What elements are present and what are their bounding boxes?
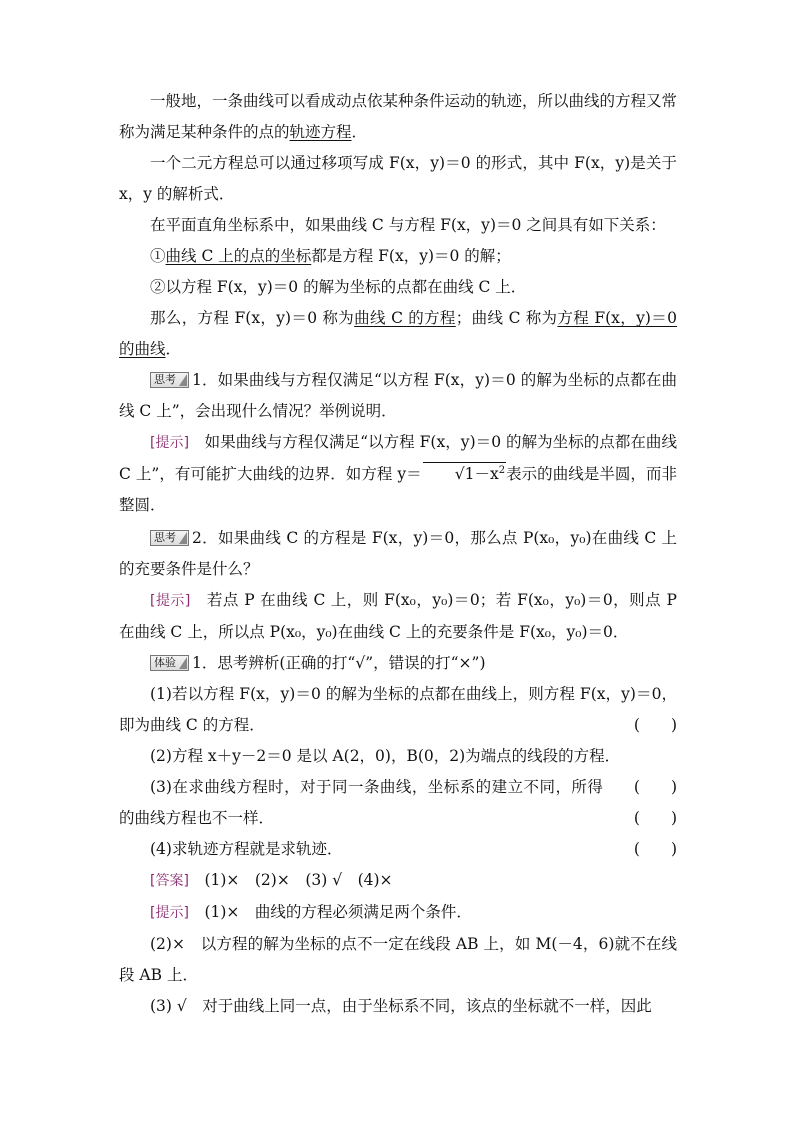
explanation-3: (3) √ 对于曲线上同一点，由于坐标系不同，该点的坐标就不一样，因此 — [150, 997, 652, 1015]
judgement-item-3: (3)在求曲线方程时，对于同一条曲线，坐标系的建立不同，所得的曲线方程也不一样． ( ) — [119, 772, 677, 834]
answer-blank[interactable]: ( ) — [633, 778, 677, 796]
paragraph-definition: 一般地，一条曲线可以看成动点依某种条件运动的轨迹，所以曲线的方程又常称为满足某种条件的点的轨迹方程． — [119, 92, 678, 141]
sqrt-expression: $√1-x^2$ — [423, 462, 506, 482]
think-tag: 思考 — [150, 372, 189, 388]
think-question-1: 思考 1．如果曲线与方程仅满足“以方程 F(x，y)＝0 的解为坐标的点都在曲线 C 上”，会出现什么情况？举例说明． — [119, 371, 677, 420]
answer-blank[interactable]: ( ) — [633, 840, 677, 858]
answer-blank[interactable]: ( ) — [633, 716, 677, 734]
think-hint-2: [提示] 若点 P 在曲线 C 上，则 F(x₀，y₀)＝0；若 F(x₀，y₀)＝0，则点 P 在曲线 C 上，所以点 P(x₀，y₀)在曲线 C 上的充要条件是 F(x₀，y₀)＝0． — [119, 591, 677, 641]
paragraph-relation: 在平面直角坐标系中，如果曲线 C 与方程 F(x，y)＝0 之间具有如下关系： — [150, 216, 666, 234]
experience-tag: 体验 — [150, 655, 189, 671]
answer-line: [答案] (1)× (2)× (3) √ (4)× — [150, 871, 393, 889]
think-tag: 思考 — [150, 530, 189, 546]
condition-1: ①曲线 C 上的点的坐标都是方程 F(x，y)＝0 的解； — [150, 247, 511, 265]
experience-title: 体验 1．思考辨析(正确的打“√”，错误的打“×”) — [119, 648, 677, 679]
think-question-2: 思考 2．如果曲线 C 的方程是 F(x，y)＝0，那么点 P(x₀，y₀)在曲线 C 上的充要条件是什么？ — [119, 529, 677, 578]
condition-2: ②以方程 F(x，y)＝0 的解为坐标的点都在曲线 C 上． — [150, 278, 527, 296]
document-body — [119, 86, 677, 1022]
explanation-1: [提示] (1)× 曲线的方程必须满足两个条件． — [150, 903, 472, 921]
judgement-item-2: (2)方程 x＋y－2＝0 是以 A(2，0)，B(0，2)为端点的线段的方程． ( ) — [119, 741, 677, 772]
judgement-item-1: (1)若以方程 F(x，y)＝0 的解为坐标的点都在曲线上，则方程 F(x，y)＝0，即为曲线 C 的方程． ( ) — [119, 679, 677, 741]
explanation-2: (2)× 以方程的解为坐标的点不一定在线段 AB 上，如 M(－4，6)就不在线段 AB 上． — [119, 935, 677, 984]
think-hint-1: [提示] 如果曲线与方程仅满足“以方程 F(x，y)＝0 的解为坐标的点都在曲线 C 上”，有可能扩大曲线的边界．如方程 $y= √1-x^2$表示的曲线是半圆，而非整圆． — [119, 433, 677, 514]
answer-blank[interactable]: ( ) — [633, 809, 677, 827]
paragraph-binary-equation: 一个二元方程总可以通过移项写成 F(x，y)＝0 的形式，其中 F(x，y)是关于 x，y 的解析式． — [119, 154, 677, 203]
judgement-item-4: (4)求轨迹方程就是求轨迹． ( ) — [119, 834, 677, 865]
term-locus-equation: 轨迹方程 — [289, 123, 352, 141]
paragraph-conclusion: 那么，方程 F(x，y)＝0 称为曲线 C 的方程；曲线 C 称为方程 F(x，y)＝0 的曲线． — [119, 309, 677, 358]
